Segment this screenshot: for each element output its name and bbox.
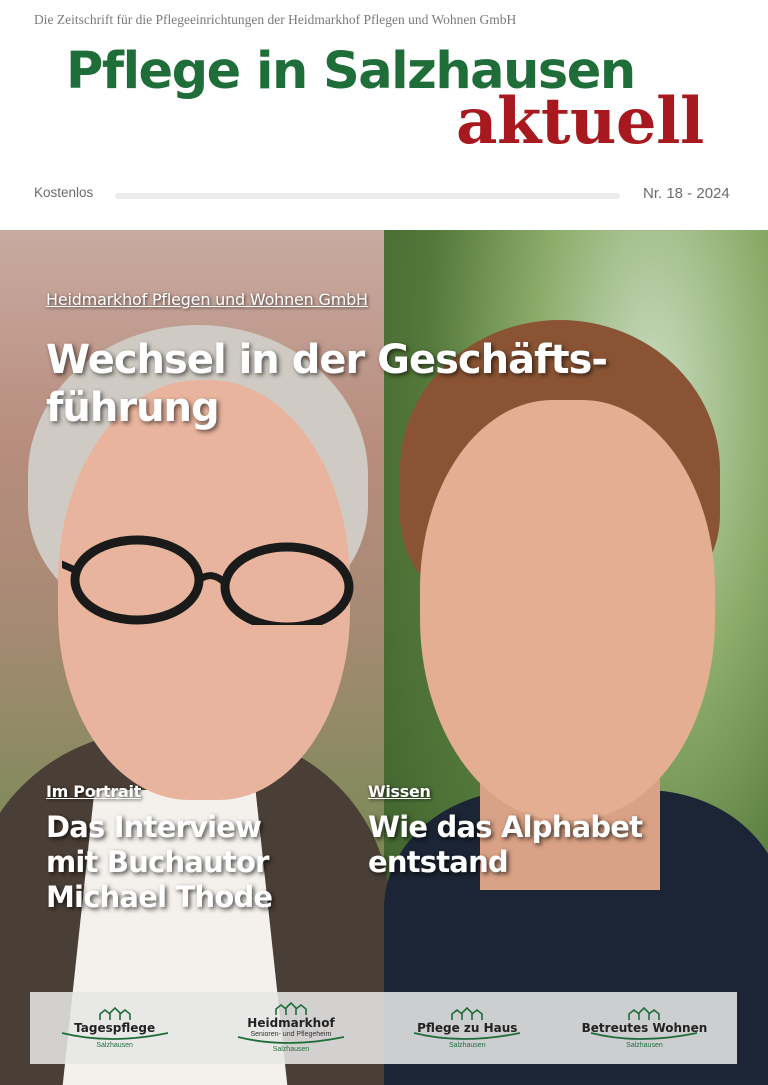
houses-icon — [98, 1007, 132, 1021]
section-title-portrait — [46, 810, 272, 915]
logo-tagespflege — [60, 1007, 170, 1050]
logo-name: Heidmarkhof — [247, 1016, 335, 1030]
cover-headline-line-1: Wechsel in der Geschäfts- — [46, 337, 607, 383]
section-title-wissen — [368, 810, 642, 880]
header-divider — [115, 193, 620, 199]
logo-betreutes-wohnen — [582, 1007, 708, 1050]
houses-icon — [627, 1007, 661, 1021]
logo-name: Betreutes Wohnen — [581, 1020, 708, 1035]
section-title-portrait-line: Das Interview — [46, 810, 262, 844]
logo-place: Salzhausen — [626, 1041, 663, 1049]
logo-place: Salzhausen — [272, 1046, 310, 1053]
issue-number: Nr. 18 - 2024 — [643, 185, 730, 202]
section-title-wissen-line: Wie das Alphabet — [368, 810, 643, 844]
logo-place: Salzhausen — [449, 1041, 486, 1049]
tagline: Die Zeitschrift für die Pflegeeinrichtungen der Heidmarkhof Pflegen und Wohnen GmbH — [34, 12, 517, 27]
cover-headline — [46, 336, 726, 432]
swoosh-icon — [589, 1031, 699, 1041]
logo-heidmarkhof — [229, 1002, 353, 1054]
swoosh-icon — [412, 1031, 522, 1041]
section-label-portrait: Im Portrait — [46, 782, 141, 801]
logo-pflege-zu-haus — [412, 1007, 522, 1050]
magazine-subtitle: aktuell — [456, 84, 704, 159]
logo-place: Salzhausen — [96, 1041, 133, 1049]
section-title-portrait-line: mit Buchautor — [46, 845, 269, 879]
glasses-icon — [62, 525, 362, 625]
houses-icon — [274, 1002, 308, 1016]
swoosh-icon — [229, 1035, 353, 1045]
swoosh-icon — [60, 1031, 170, 1041]
houses-icon — [450, 1007, 484, 1021]
logo-sub: Senioren- und Pflegeheim — [250, 1031, 332, 1038]
cover-kicker: Heidmarkhof Pflegen und Wohnen GmbH — [46, 290, 368, 309]
price-label: Kostenlos — [34, 185, 94, 200]
logo-name: Tagespflege — [74, 1020, 156, 1035]
section-label-wissen: Wissen — [368, 782, 431, 801]
section-title-portrait-line: Michael Thode — [46, 880, 273, 914]
magazine-title: Pflege in Salzhausen — [66, 42, 635, 101]
section-title-wissen-line: entstand — [368, 845, 508, 879]
cover-headline-line-2: führung — [46, 385, 219, 431]
portrait-right-face — [420, 400, 715, 820]
logo-name: Pflege zu Haus — [417, 1020, 518, 1035]
logo-bar — [30, 992, 737, 1064]
